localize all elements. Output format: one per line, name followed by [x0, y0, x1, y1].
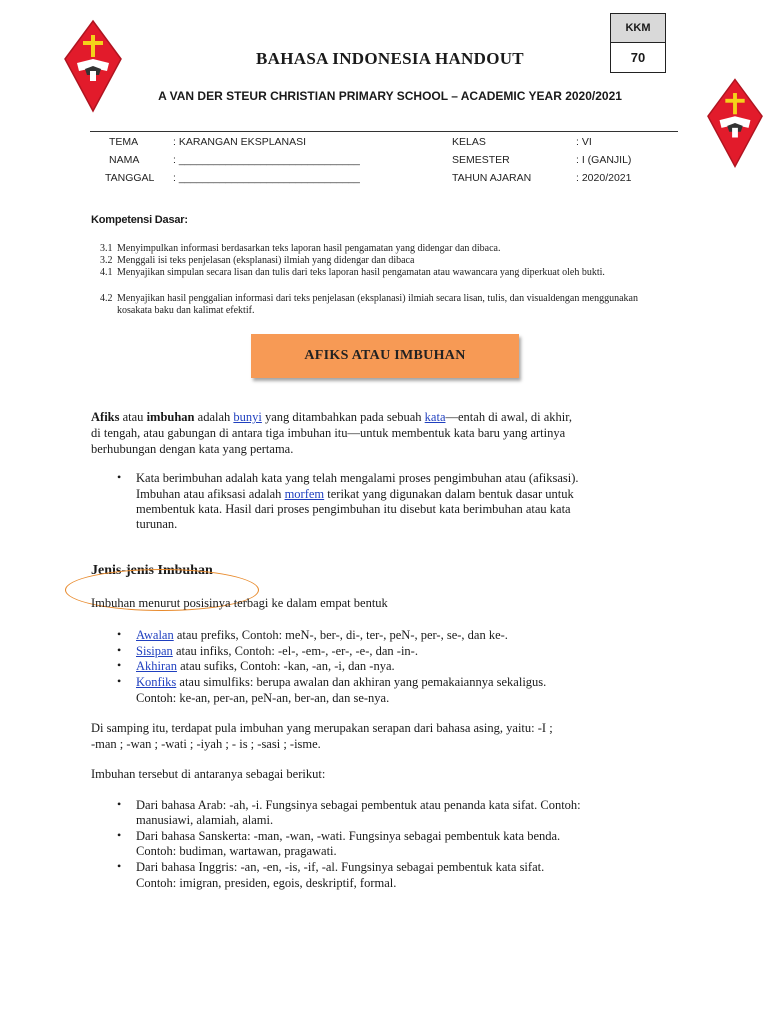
serapan-intro: Imbuhan tersebut di antaranya sebagai berikut: — [91, 767, 326, 781]
bullet-dot: • — [117, 797, 122, 811]
tema-value: : KARANGAN EKSPLANASI — [173, 136, 307, 148]
tanggal-label: TANGGAL — [105, 172, 155, 184]
bullet1-line-1: Kata berimbuhan adalah kata yang telah mengalami proses pengimbuhan atau (afiksasi). — [136, 471, 579, 485]
serapan-item-sanskerta: Dari bahasa Sanskerta: -man, -wan, -wati. Fungsinya sebagai pembentuk kata benda. — [136, 829, 561, 843]
serapan-item-arab: Dari bahasa Arab: -ah, -i. Fungsinya sebagai pembentuk atau penanda kata sifat. Contoh: — [136, 798, 581, 812]
link-bunyi[interactable]: bunyi — [233, 410, 262, 424]
intro-text: adalah — [194, 410, 234, 424]
jenis-item-text: atau prefiks, Contoh: meN-, ber-, di-, ter-, peN-, per-, se-, dan ke-. — [173, 628, 508, 642]
kompetensi-text: Menyajikan hasil penggalian informasi dari teks penjelasan (eksplanasi) ilmiah secara lisan, tulis, dan visualdengan menggunakan kosakata baku dan kalimat efektif. — [117, 293, 638, 316]
link-konfiks[interactable]: Konfiks — [136, 675, 177, 689]
jenis-item-konfiks-line-2: Contoh: ke-an, per-an, peN-an, ber-an, dan se-nya. — [136, 691, 390, 705]
intro-text: —entah di awal, di akhir, — [445, 410, 573, 424]
bullet1-text: Imbuhan atau afiksasi adalah — [136, 487, 285, 501]
kompetensi-item — [100, 293, 690, 319]
intro-line-2: di tengah, atau gabungan di antara tiga imbuhan itu—untuk membentuk kata baru yang artinya — [91, 426, 566, 440]
bullet-dot: • — [117, 658, 122, 672]
intro-text: yang ditambahkan pada sebuah — [261, 410, 425, 424]
bullet1-line-3: membentuk kata. Hasil dari proses pengimbuhan itu disebut kata berimbuhan atau kata — [136, 502, 571, 516]
link-morfem[interactable]: morfem — [284, 487, 325, 501]
jenis-item-sisipan — [136, 643, 418, 659]
header-divider — [90, 131, 678, 132]
tanggal-value: : _______________________________ — [173, 172, 360, 184]
nama-label: NAMA — [109, 154, 140, 166]
document-title: BAHASA INDONESIA HANDOUT — [256, 49, 524, 68]
bullet-dot: • — [117, 828, 122, 842]
kompetensi-text: Menyajikan simpulan secara lisan dan tulis dari teks laporan hasil pengamatan atau wawancara yang diperkuat oleh bukti. — [117, 267, 605, 278]
kompetensi-num: 3.2 — [100, 255, 113, 266]
kompetensi-text: Menggali isi teks penjelasan (eksplanasi) ilmiah yang didengar dan dibaca — [117, 255, 415, 266]
jenis-item-text: atau sufiks, Contoh: -kan, -an, -i, dan -nya. — [176, 659, 395, 673]
bullet-dot: • — [117, 643, 122, 657]
intro-text: atau — [119, 410, 147, 424]
kompetensi-text: Menyimpulkan informasi berdasarkan teks laporan hasil pengamatan yang didengar dan dibaca. — [117, 243, 501, 254]
kompetensi-item — [100, 267, 690, 293]
bullet1-line-2 — [136, 486, 574, 502]
intro-line-1 — [91, 409, 572, 425]
serapan-item-inggris: Dari bahasa Inggris: -an, -en, -is, -if, -al. Fungsinya sebagai pembentuk kata sifat. — [136, 860, 545, 874]
kompetensi-num: 4.2 — [100, 293, 113, 304]
section-banner: AFIKS ATAU IMBUHAN — [251, 334, 519, 378]
bullet1-text: terikat yang digunakan dalam bentuk dasar untuk — [324, 487, 574, 501]
term-imbuhan: imbuhan — [146, 410, 195, 424]
jenis-item-konfiks — [136, 674, 546, 690]
serapan-line-1: Di samping itu, terdapat pula imbuhan yang merupakan serapan dari bahasa asing, yaitu: -I ; — [91, 721, 553, 735]
semester-label: SEMESTER — [452, 154, 510, 166]
bullet-dot: • — [117, 470, 122, 484]
serapan-item-inggris-line-2: Contoh: imigran, presiden, egois, deskriptif, formal. — [136, 876, 397, 890]
intro-line-3: berhubungan dengan kata yang pertama. — [91, 442, 294, 456]
serapan-item-sanskerta-line-2: Contoh: budiman, wartawan, pragawati. — [136, 844, 337, 858]
nama-value: : _______________________________ — [173, 154, 360, 166]
tahun-ajaran-value: : 2020/2021 — [576, 172, 632, 184]
link-kata[interactable]: kata — [424, 410, 446, 424]
jenis-item-akhiran — [136, 658, 395, 674]
jenis-item-text: atau simulfiks: berupa awalan dan akhiran yang pemakaiannya sekaligus. — [176, 675, 547, 689]
kelas-label: KELAS — [452, 136, 486, 148]
link-sisipan[interactable]: Sisipan — [136, 644, 173, 658]
kkm-label: KKM — [611, 14, 665, 43]
kkm-value: 70 — [630, 50, 646, 65]
school-line: A VAN DER STEUR CHRISTIAN PRIMARY SCHOOL – ACADEMIC YEAR 2020/2021 — [158, 89, 622, 103]
jenis-intro: Imbuhan menurut posisinya terbagi ke dalam empat bentuk — [91, 596, 388, 610]
bullet-dot: • — [117, 674, 122, 688]
term-afiks: Afiks — [91, 410, 120, 424]
bullet-dot: • — [117, 859, 122, 873]
serapan-item-arab-line-2: manusiawi, alamiah, alami. — [136, 813, 274, 827]
tema-label: TEMA — [109, 136, 139, 148]
serapan-line-2: -man ; -wan ; -wati ; -iyah ; - is ; -sasi ; -isme. — [91, 737, 321, 751]
link-awalan[interactable]: Awalan — [136, 628, 174, 642]
bullet-dot: • — [117, 627, 122, 641]
tahun-ajaran-label: TAHUN AJARAN — [452, 172, 532, 184]
kompetensi-num: 3.1 — [100, 243, 113, 254]
semester-value: : I (GANJIL) — [576, 154, 632, 166]
kompetensi-num: 4.1 — [100, 267, 113, 278]
jenis-item-text: atau infiks, Contoh: -el-, -em-, -er-, -e-, dan -in-. — [172, 644, 418, 658]
jenis-item-awalan — [136, 627, 508, 643]
link-akhiran[interactable]: Akhiran — [136, 659, 177, 673]
jenis-heading: Jenis-jenis Imbuhan — [91, 563, 213, 578]
kompetensi-title: Kompetensi Dasar: — [91, 214, 188, 226]
bullet1-line-4: turunan. — [136, 517, 178, 531]
kelas-value: : VI — [576, 136, 592, 148]
